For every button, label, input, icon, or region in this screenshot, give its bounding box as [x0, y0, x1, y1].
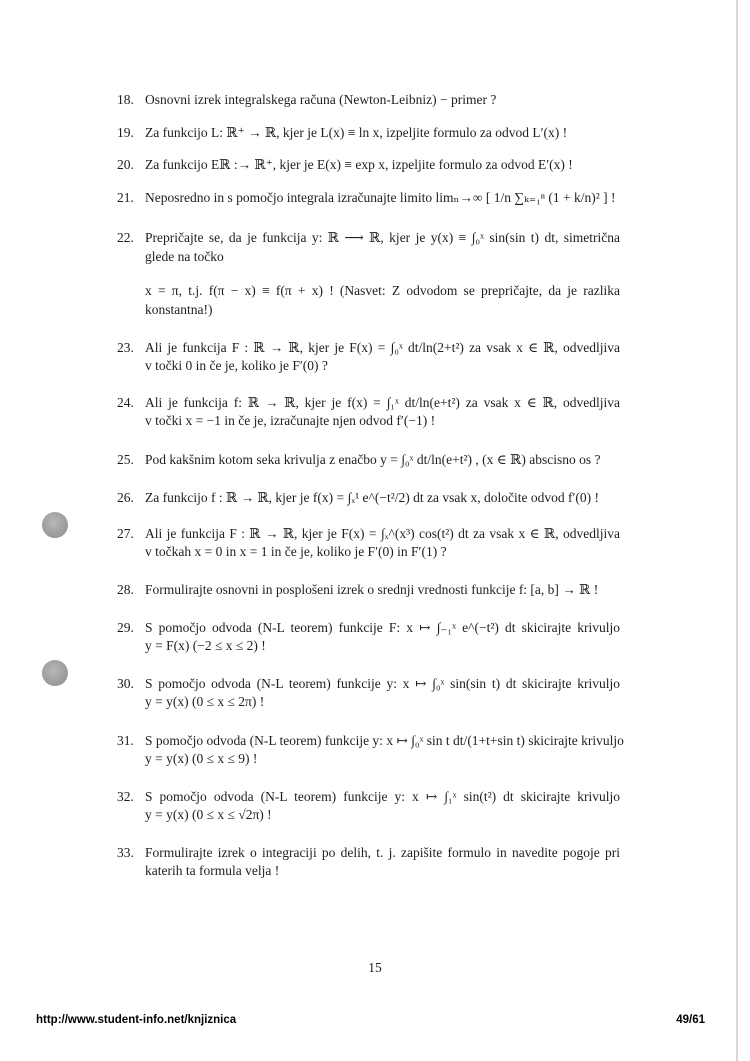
- question-text-line: y = y(x) (0 ≤ x ≤ √2π) !: [145, 807, 272, 822]
- question-text-line: v točkah x = 0 in x = 1 in če je, koliko je F′(0) in F′(1) ?: [145, 544, 447, 559]
- question-number: 20.: [117, 157, 134, 172]
- question-text-line: Prepričajte se, da je funkcija y: ℝ ⟶ ℝ, kjer je y(x) ≡ ∫₀ˣ sin(sin t) dt, simetrična: [145, 230, 620, 245]
- question-text-line: Za funkcijo L: ℝ⁺ → ℝ, kjer je L(x) ≡ ln x, izpeljite formulo za odvod L′(x) !: [145, 125, 568, 140]
- question-text-line: Ali je funkcija F : ℝ → ℝ, kjer je F(x) = ∫ₓ^(x³) cos(t²) dt za vsak x ∈ ℝ, odvedljiva: [145, 526, 620, 541]
- question-text-line: konstantna!): [145, 302, 213, 317]
- question-text-line: glede na točko: [145, 249, 224, 264]
- question-text-line: v točki 0 in če je, koliko je F′(0) ?: [145, 358, 328, 373]
- question-text-line: Za funkcijo f : ℝ → ℝ, kjer je f(x) = ∫ₓ¹ e^(−t²/2) dt za vsak x, določite odvod f′(0) !: [145, 490, 600, 505]
- question-text-line: y = y(x) (0 ≤ x ≤ 2π) !: [145, 694, 265, 709]
- question-number: 33.: [117, 845, 134, 860]
- question-text-line: y = F(x) (−2 ≤ x ≤ 2) !: [145, 638, 266, 653]
- question-text-line: Neposredno in s pomočjo integrala izračunajte limito limₙ→∞ [ 1/n ∑ₖ₌₁ⁿ (1 + k/n)² ] !: [145, 190, 616, 205]
- question-text-line: v točki x = −1 in če je, izračunajte njen odvod f′(−1) !: [145, 413, 436, 428]
- question-text-line: y = y(x) (0 ≤ x ≤ 9) !: [145, 751, 258, 766]
- punch-hole: [42, 512, 68, 538]
- question-text-line: S pomočjo odvoda (N-L teorem) funkcije y: x ↦ ∫₀ˣ sin t dt/(1+t+sin t) skicirajte krivuljo: [145, 733, 624, 748]
- question-number: 26.: [117, 490, 134, 505]
- question-number: 30.: [117, 676, 134, 691]
- question-number: 19.: [117, 125, 134, 140]
- question-number: 27.: [117, 526, 134, 541]
- question-number: 23.: [117, 340, 134, 355]
- question-text-line: katerih ta formula velja !: [145, 863, 280, 878]
- question-number: 22.: [117, 230, 134, 245]
- question-text-line: Za funkcijo Eℝ :→ ℝ⁺, kjer je E(x) ≡ exp x, izpeljite formulo za odvod E′(x) !: [145, 157, 573, 172]
- question-number: 18.: [117, 92, 134, 107]
- question-text-line: x = π, t.j. f(π − x) ≡ f(π + x) ! (Nasvet: Z odvodom se prepričajte, da je razlika: [145, 283, 620, 298]
- question-number: 31.: [117, 733, 134, 748]
- question-text-line: Formulirajte osnovni in posplošeni izrek o srednji vrednosti funkcije f: [a, b] → ℝ !: [145, 582, 599, 597]
- footer-page-count: 49/61: [676, 1014, 705, 1026]
- question-text-line: Ali je funkcija f: ℝ → ℝ, kjer je f(x) = ∫₁ˣ dt/ln(e+t²) za vsak x ∈ ℝ, odvedljiva: [145, 395, 620, 410]
- question-text-line: S pomočjo odvoda (N-L teorem) funkcije y: x ↦ ∫₁ˣ sin(t²) dt skicirajte krivuljo: [145, 789, 620, 804]
- question-text-line: S pomočjo odvoda (N-L teorem) funkcije F: x ↦ ∫₋₁ˣ e^(−t²) dt skicirajte krivuljo: [145, 620, 620, 635]
- question-number: 28.: [117, 582, 134, 597]
- question-text-line: Pod kakšnim kotom seka krivulja z enačbo y = ∫₀ˣ dt/ln(e+t²) , (x ∈ ℝ) abscisno os ?: [145, 452, 601, 467]
- question-text-line: Osnovni izrek integralskega računa (Newton-Leibniz) − primer ?: [145, 92, 497, 107]
- question-text-line: S pomočjo odvoda (N-L teorem) funkcije y: x ↦ ∫₀ˣ sin(sin t) dt skicirajte krivuljo: [145, 676, 620, 691]
- question-number: 29.: [117, 620, 134, 635]
- question-number: 21.: [117, 190, 134, 205]
- page-edge: [736, 0, 738, 1061]
- question-text-line: Formulirajte izrek o integraciji po delih, t. j. zapišite formulo in navedite pogoje pri: [145, 845, 620, 860]
- page-number: 15: [368, 960, 382, 975]
- punch-hole: [42, 660, 68, 686]
- question-number: 32.: [117, 789, 134, 804]
- question-number: 24.: [117, 395, 134, 410]
- footer-url[interactable]: http://www.student-info.net/knjiznica: [36, 1014, 237, 1026]
- question-text-line: Ali je funkcija F : ℝ → ℝ, kjer je F(x) = ∫₀ˣ dt/ln(2+t²) za vsak x ∈ ℝ, odvedljiva: [145, 340, 620, 355]
- question-number: 25.: [117, 452, 134, 467]
